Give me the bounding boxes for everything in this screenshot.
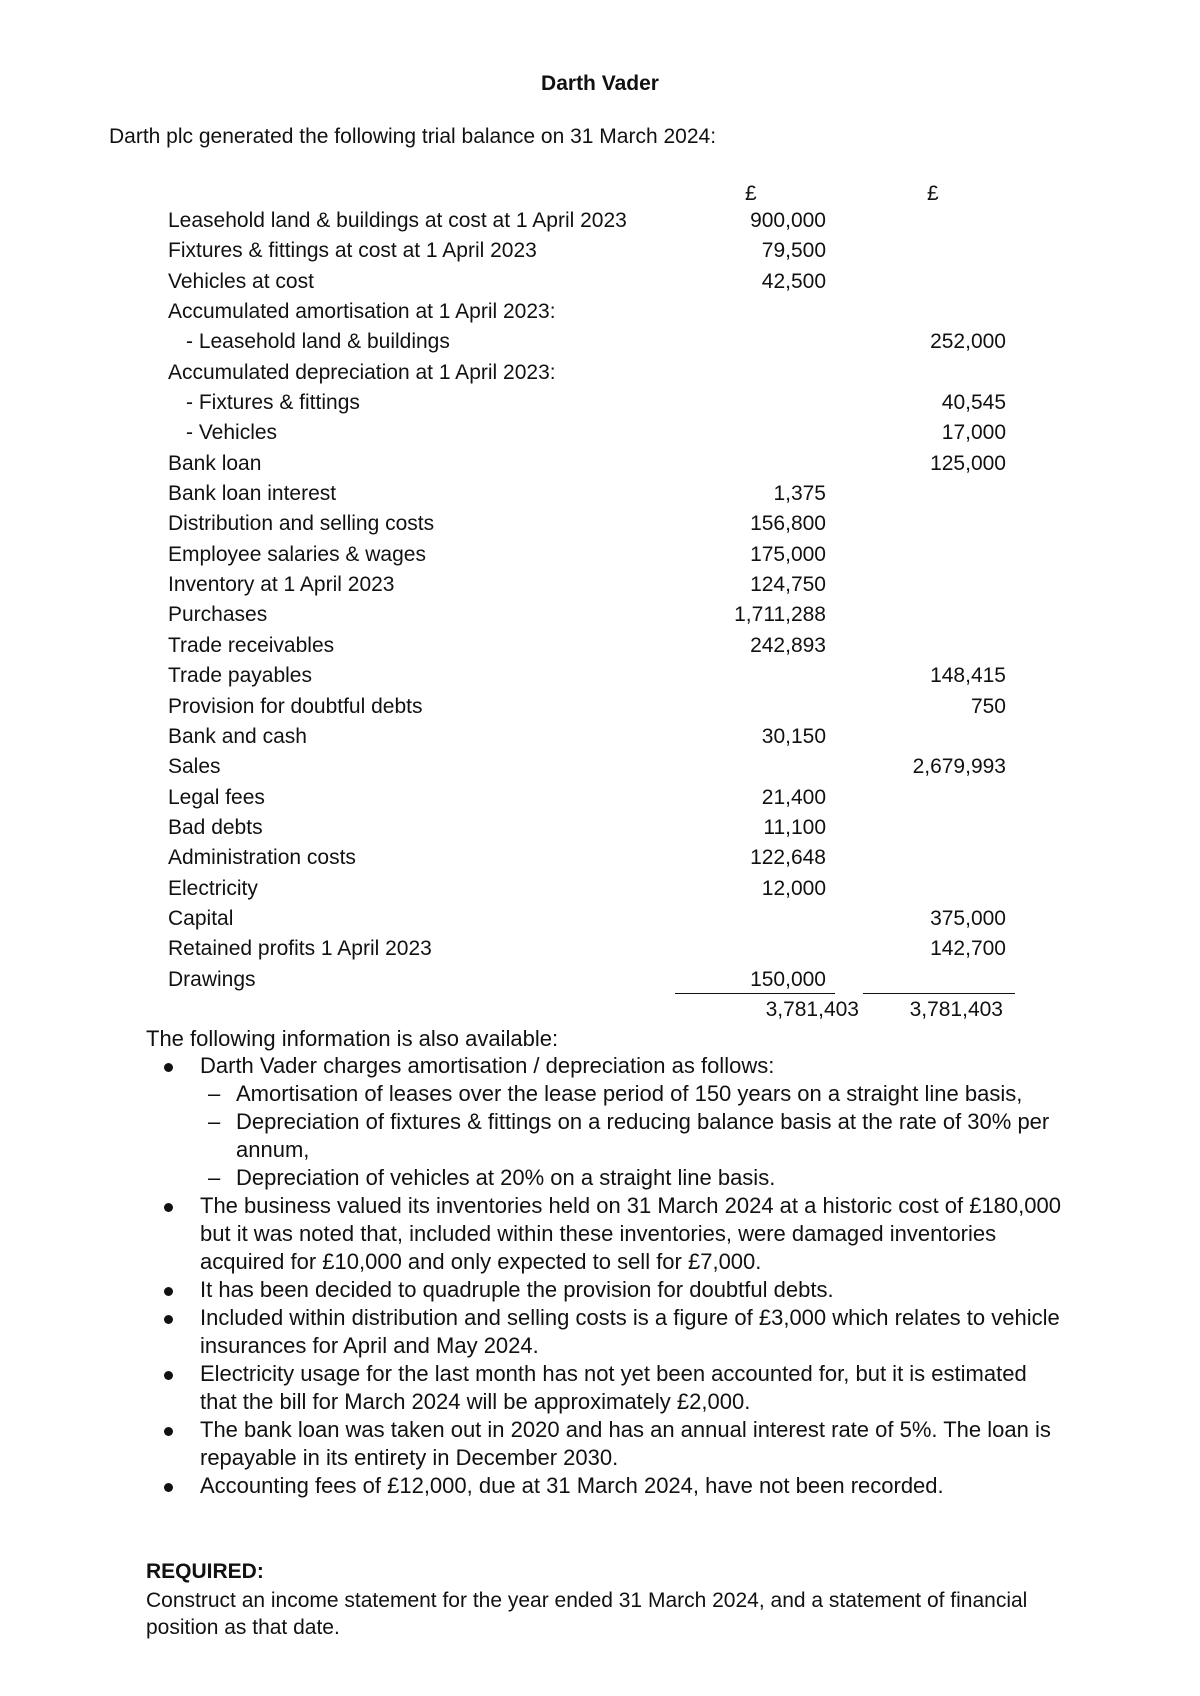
row-label: Distribution and selling costs <box>168 512 435 536</box>
row-debit: 175,000 <box>750 542 826 566</box>
sub-list-item <box>146 1164 1066 1192</box>
row-label: Bad debts <box>168 815 263 839</box>
row-label: Capital <box>168 906 234 930</box>
row-debit: 150,000 <box>750 967 826 991</box>
row-debit: 156,800 <box>750 512 826 536</box>
list-item <box>146 1472 1066 1500</box>
row-credit: 148,415 <box>930 664 1006 688</box>
row-credit: 750 <box>970 694 1006 718</box>
row-label: Retained profits 1 April 2023 <box>168 937 432 961</box>
row-credit: 2,679,993 <box>912 755 1006 779</box>
bullet-icon <box>164 1063 173 1072</box>
row-label: Legal fees <box>168 785 265 809</box>
row-label: Fixtures & fittings at cost at 1 April 2023 <box>168 239 537 263</box>
row-credit: 40,545 <box>941 391 1006 415</box>
row-debit: 242,893 <box>750 633 826 657</box>
bullet-icon <box>164 1427 173 1436</box>
dash-icon: – <box>208 1081 221 1106</box>
row-label: Vehicles at cost <box>168 269 314 293</box>
row-label: Leasehold land & buildings at cost at 1 April 2023 <box>168 209 627 232</box>
list-item-text: Accounting fees of £12,000, due at 31 March 2024, have not been recorded. <box>200 1473 944 1498</box>
row-credit: 375,000 <box>930 906 1006 930</box>
row-label: Accumulated depreciation at 1 April 2023: <box>168 360 556 384</box>
credit-total: 3,781,403 <box>909 998 1003 1021</box>
row-debit: 79,500 <box>761 239 826 263</box>
row-label: Inventory at 1 April 2023 <box>168 573 395 597</box>
intro-text: Darth plc generated the following trial balance on 31 March 2024: <box>109 125 717 148</box>
bullet-icon <box>164 1315 173 1324</box>
row-label: Purchases <box>168 603 268 627</box>
row-label: Bank loan interest <box>168 482 337 506</box>
row-debit: 21,400 <box>761 785 826 809</box>
list-item <box>146 1304 1066 1360</box>
row-label: Drawings <box>168 967 256 991</box>
row-credit: 17,000 <box>941 421 1006 445</box>
list-item-text: It has been decided to quadruple the provision for doubtful debts. <box>200 1277 834 1302</box>
document-title: Darth Vader <box>541 72 659 95</box>
bullet-icon <box>164 1371 173 1380</box>
row-label: - Leasehold land & buildings <box>186 330 450 354</box>
row-label: Administration costs <box>168 846 356 870</box>
required-heading: REQUIRED: <box>146 1560 264 1583</box>
row-debit: 11,100 <box>763 815 826 839</box>
bullet-icon <box>164 1287 173 1296</box>
row-credit: 142,700 <box>930 937 1006 961</box>
required-text: Construct an income statement for the year ended 31 March 2024, and a statement of financial position as that date. <box>146 1589 1028 1639</box>
list-item <box>146 1416 1066 1472</box>
list-item-text: The business valued its inventories held on 31 March 2024 at a historic cost of £180,000 but it was noted that, included within these inventories, were damaged inventories acquired for £10,000 and only expected to sell for £7,000. <box>200 1193 1061 1274</box>
row-label: Bank loan <box>168 451 262 475</box>
row-credit: 125,000 <box>930 451 1006 475</box>
sub-list-item-text: Depreciation of fixtures & fittings on a reducing balance basis at the rate of 30% per annum, <box>236 1109 1050 1162</box>
row-label: Trade receivables <box>168 633 335 657</box>
list-item <box>146 1192 1066 1276</box>
sub-list-item <box>146 1080 1066 1108</box>
row-label: Employee salaries & wages <box>168 542 426 566</box>
row-label: Accumulated amortisation at 1 April 2023: <box>168 300 556 324</box>
list-item <box>146 1276 1066 1304</box>
info-heading: The following information is also available: <box>146 1026 559 1051</box>
row-debit: 900,000 <box>750 209 826 232</box>
row-label: Provision for doubtful debts <box>168 694 423 718</box>
row-debit: 1,711,288 <box>734 603 826 627</box>
list-item <box>146 1360 1066 1416</box>
row-debit: 122,648 <box>750 846 826 870</box>
row-label: Bank and cash <box>168 724 307 748</box>
row-debit: 124,750 <box>750 573 826 597</box>
row-debit: 30,150 <box>761 724 826 748</box>
row-debit: 1,375 <box>773 482 826 506</box>
credit-currency-header: £ <box>927 182 939 205</box>
row-debit: 42,500 <box>761 269 826 293</box>
list-item <box>146 1052 1066 1192</box>
list-item-text: Darth Vader charges amortisation / depreciation as follows: <box>200 1053 775 1078</box>
bullet-icon <box>164 1483 173 1492</box>
list-item-text: Electricity usage for the last month has not yet been accounted for, but it is estimated that the bill for March 2024 will be approximately £2,000. <box>200 1361 1027 1414</box>
row-label: Sales <box>168 755 221 779</box>
bullet-icon <box>164 1203 173 1212</box>
dash-icon: – <box>208 1109 221 1134</box>
row-credit: 252,000 <box>930 330 1006 354</box>
sub-list-item-text: Depreciation of vehicles at 20% on a straight line basis. <box>236 1165 776 1190</box>
dash-icon: – <box>208 1165 221 1190</box>
credit-total-rule <box>863 993 1015 994</box>
debit-total-rule <box>675 993 835 994</box>
row-label: - Vehicles <box>186 421 278 445</box>
debit-total: 3,781,403 <box>765 998 859 1021</box>
debit-currency-header: £ <box>745 182 757 205</box>
list-item-text: Included within distribution and selling costs is a figure of £3,000 which relates to vehicle insurances for April and May 2024. <box>200 1305 1060 1358</box>
additional-info-list <box>146 1052 1066 1500</box>
row-label: - Fixtures & fittings <box>186 391 360 415</box>
sub-list-item <box>146 1108 1066 1164</box>
row-label: Trade payables <box>168 664 312 688</box>
row-label: Electricity <box>168 876 258 900</box>
sub-list-item-text: Amortisation of leases over the lease period of 150 years on a straight line basis, <box>236 1081 1023 1106</box>
row-debit: 12,000 <box>761 876 826 900</box>
list-item-text: The bank loan was taken out in 2020 and has an annual interest rate of 5%. The loan is repayable in its entirety in December 2030. <box>200 1417 1051 1470</box>
